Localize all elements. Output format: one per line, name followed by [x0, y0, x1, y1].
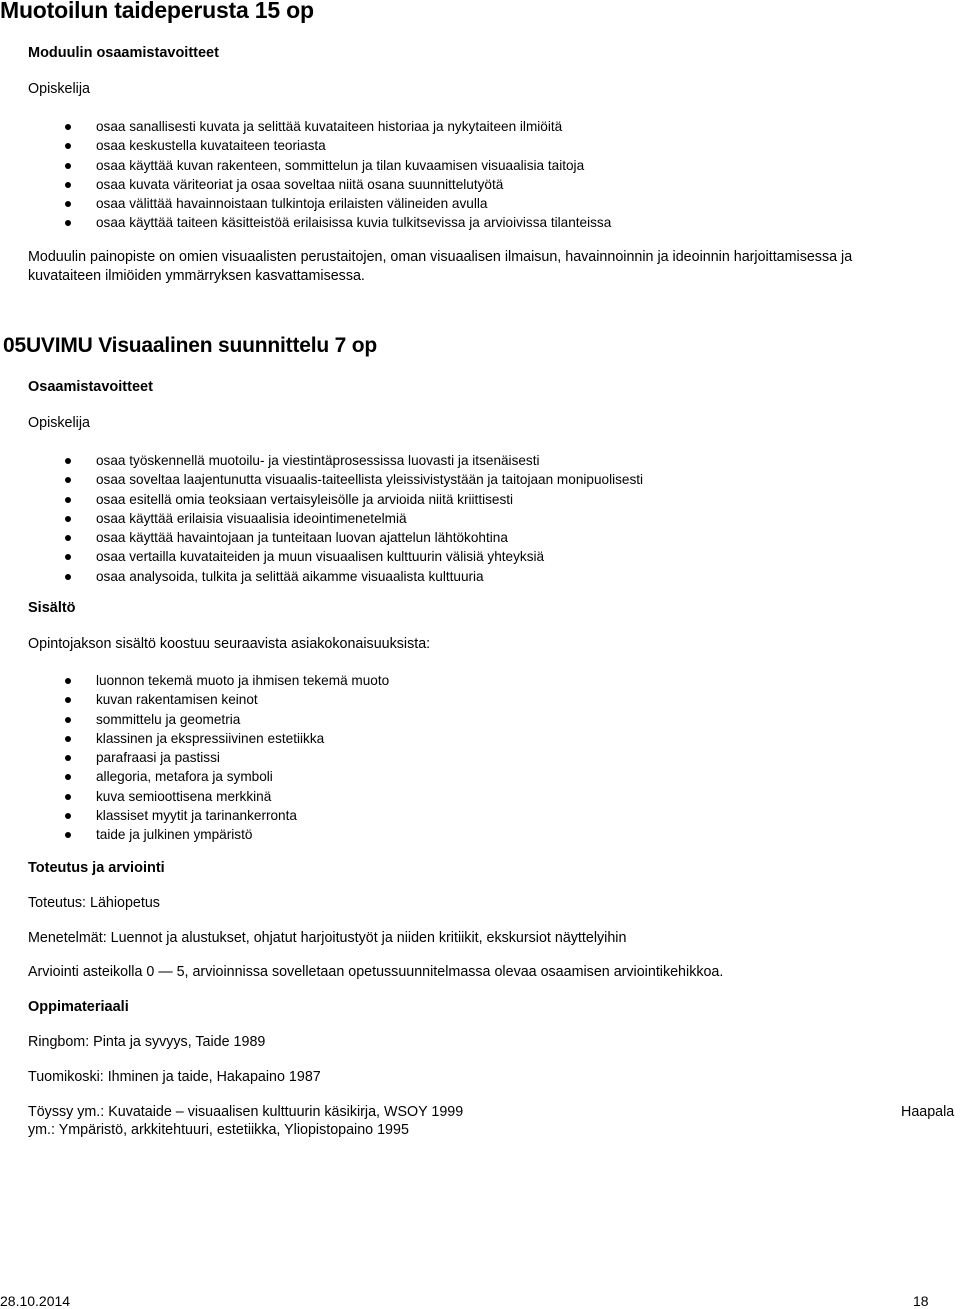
course-goals-heading: Osaamistavoitteet: [28, 379, 153, 395]
course-goals-list: [96, 451, 643, 586]
list-item: allegoria, metafora ja symboli: [96, 767, 389, 786]
material-item: ym.: Ympäristö, arkkitehtuuri, estetiikka, Yliopistopaino 1995: [28, 1122, 409, 1138]
list-item: osaa välittää havainnoistaan tulkintoja erilaisten välineiden avulla: [96, 194, 611, 213]
content-list: [96, 671, 389, 845]
methods-text: Menetelmät: Luennot ja alustukset, ohjatut harjoitustyöt ja niiden kritiikit, ekskursiot näyttelyihin: [28, 930, 627, 946]
materials-heading: Oppimateriaali: [28, 999, 129, 1015]
list-item: klassinen ja ekspressiivinen estetiikka: [96, 729, 389, 748]
list-item: osaa työskennellä muotoilu- ja viestintäprosessissa luovasti ja itsenäisesti: [96, 451, 643, 470]
bullet-icon: [65, 736, 71, 742]
list-item: osaa käyttää taiteen käsitteistöä erilaisissa kuvia tulkitsevissa ja arvioivissa tilanteissa: [96, 213, 611, 232]
bullet-icon: [65, 678, 71, 684]
page-number: 18: [913, 1293, 929, 1309]
assessment-text: Arviointi asteikolla 0 — 5, arvioinnissa sovelletaan opetussuunnitelmassa olevaa osaamisen arviointikehikkoa.: [28, 964, 724, 980]
list-item: osaa sanallisesti kuvata ja selittää kuvataiteen historiaa ja nykytaiteen ilmiöitä: [96, 117, 611, 136]
bullet-icon: [65, 497, 71, 503]
bullet-icon: [65, 220, 71, 226]
list-item: luonnon tekemä muoto ja ihmisen tekemä muoto: [96, 671, 389, 690]
list-item: osaa keskustella kuvataiteen teoriasta: [96, 136, 611, 155]
bullet-icon: [65, 516, 71, 522]
module-goals-heading: Moduulin osaamistavoitteet: [28, 45, 219, 61]
bullet-icon: [65, 832, 71, 838]
content-heading: Sisältö: [28, 600, 76, 616]
module-goals-list: [96, 117, 611, 233]
list-item: kuvan rakentamisen keinot: [96, 690, 389, 709]
footer-date: 28.10.2014: [0, 1293, 71, 1309]
list-item: osaa käyttää havaintojaan ja tunteitaan luovan ajattelun lähtökohtina: [96, 528, 643, 547]
list-item: taide ja julkinen ympäristö: [96, 825, 389, 844]
implementation-text: Toteutus: Lähiopetus: [28, 895, 160, 911]
bullet-icon: [65, 774, 71, 780]
list-item: osaa käyttää erilaisia visuaalisia ideointimenetelmiä: [96, 509, 643, 528]
material-item: Tuomikoski: Ihminen ja taide, Hakapaino 1987: [28, 1069, 321, 1085]
bullet-icon: [65, 794, 71, 800]
list-item: osaa käyttää kuvan rakenteen, sommittelun ja tilan kuvaamisen visuaalisia taitoja: [96, 156, 611, 175]
list-item: klassiset myytit ja tarinankerronta: [96, 806, 389, 825]
list-item: parafraasi ja pastissi: [96, 748, 389, 767]
bullet-icon: [65, 124, 71, 130]
bullet-icon: [65, 143, 71, 149]
bullet-icon: [65, 574, 71, 580]
bullet-icon: [65, 554, 71, 560]
list-item: sommittelu ja geometria: [96, 710, 389, 729]
page-title: Muotoilun taideperusta 15 op: [0, 0, 314, 23]
list-item: osaa kuvata väriteoriat ja osaa soveltaa niitä osana suunnittelutyötä: [96, 175, 611, 194]
list-item: osaa soveltaa laajentunutta visuaalis-taiteellista yleissivistystään ja taitojaan monipuolisesti: [96, 470, 643, 489]
material-item: Haapala: [901, 1104, 955, 1120]
material-item: Töyssy ym.: Kuvataide – visuaalisen kulttuurin käsikirja, WSOY 1999: [28, 1104, 464, 1120]
implementation-heading: Toteutus ja arviointi: [28, 860, 165, 876]
bullet-icon: [65, 201, 71, 207]
material-item: Ringbom: Pinta ja syvyys, Taide 1989: [28, 1034, 266, 1050]
list-item: osaa analysoida, tulkita ja selittää aikamme visuaalista kulttuuria: [96, 567, 643, 586]
bullet-icon: [65, 717, 71, 723]
bullet-icon: [65, 458, 71, 464]
bullet-icon: [65, 535, 71, 541]
content-intro: Opintojakson sisältö koostuu seuraavista asiakokonaisuuksista:: [28, 636, 431, 652]
list-item: osaa vertailla kuvataiteiden ja muun visuaalisen kulttuurin välisiä yhteyksiä: [96, 547, 643, 566]
bullet-icon: [65, 755, 71, 761]
course-title: 05UVIMU Visuaalinen suunnittelu 7 op: [3, 334, 377, 357]
list-item: osaa esitellä omia teoksiaan vertaisyleisölle ja arvioida niitä kriittisesti: [96, 490, 643, 509]
student-label: Opiskelija: [28, 81, 90, 97]
bullet-icon: [65, 697, 71, 703]
module-focus-paragraph: Moduulin painopiste on omien visuaalisten perustaitojen, oman visuaalisen ilmaisun, havainnoinnin ja ideoinnin harjoittamisessa ja kuvataiteen ilmiöiden ymmärryksen kasvattamisessa.: [28, 249, 853, 284]
bullet-icon: [65, 163, 71, 169]
bullet-icon: [65, 182, 71, 188]
student-label: Opiskelija: [28, 415, 90, 431]
bullet-icon: [65, 813, 71, 819]
bullet-icon: [65, 477, 71, 483]
list-item: kuva semioottisena merkkinä: [96, 787, 389, 806]
